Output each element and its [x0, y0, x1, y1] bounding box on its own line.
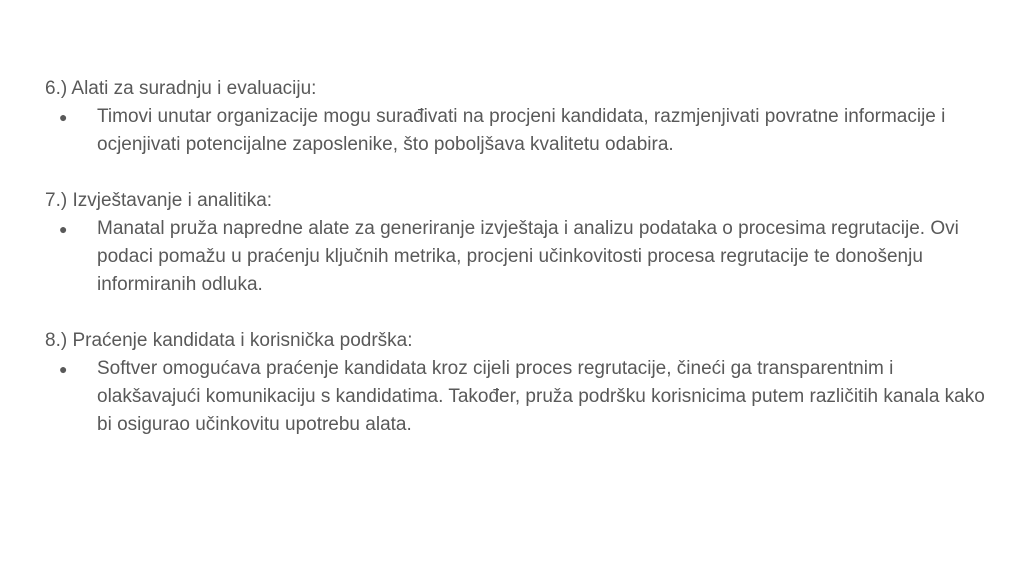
- bullet-text: Manatal pruža napredne alate za generiranje izvještaja i analizu podataka o procesima regrutacije. Ovi podaci pomažu u praćenju ključnih metrika, procjeni učinkovitosti procesa regrutacije te donošenju informiranih odluka.: [97, 218, 959, 295]
- section-heading: 8.) Praćenje kandidata i korisnička podrška:: [45, 330, 413, 351]
- bullet-text: Softver omogućava praćenje kandidata kroz cijeli proces regrutacije, čineći ga transparentnim i olakšavajući komunikaciju s kandidatima. Također, pruža podršku korisnicima putem različitih kanala kako bi osigurao učinkovitu upotrebu alata.: [97, 358, 985, 435]
- bullet-item: [45, 215, 995, 299]
- bullet-text: Timovi unutar organizacije mogu surađivati na procjeni kandidata, razmjenjivati povratne informacije i ocjenjivati potencijalne zaposlenike, što poboljšava kvalitetu odabira.: [97, 106, 946, 155]
- bullet-item: [45, 103, 995, 159]
- section-collaboration: [45, 75, 995, 159]
- slide-content: [45, 75, 995, 467]
- section-reporting: [45, 187, 995, 299]
- section-heading: 6.) Alati za suradnju i evaluaciju:: [45, 78, 317, 99]
- bullet-dot-icon: ●: [59, 361, 68, 377]
- bullet-dot-icon: ●: [59, 109, 68, 125]
- section-candidate-tracking: [45, 327, 995, 439]
- bullet-dot-icon: ●: [59, 221, 68, 237]
- section-heading: 7.) Izvještavanje i analitika:: [45, 190, 273, 211]
- bullet-item: [45, 355, 995, 439]
